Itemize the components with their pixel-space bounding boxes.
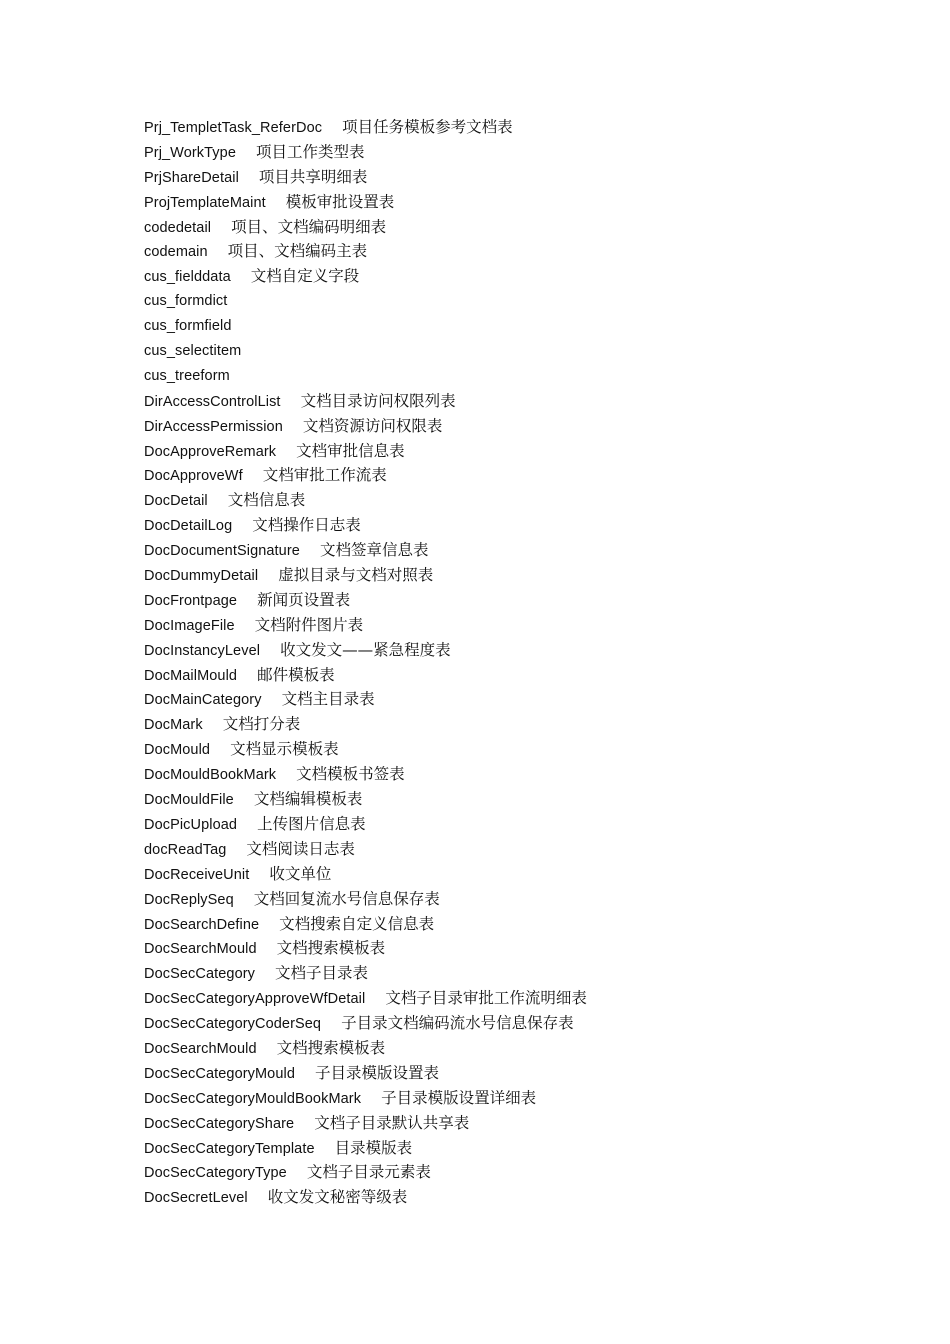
list-item <box>144 1036 904 1061</box>
table-name: cus_treeform <box>144 367 230 384</box>
list-item <box>144 762 904 787</box>
table-name: DocSecCategoryTemplate <box>144 1140 315 1157</box>
list-item <box>144 837 904 862</box>
list-item <box>144 663 904 688</box>
table-description: 文档子目录元素表 <box>306 1163 431 1182</box>
list-item <box>144 862 904 887</box>
list-item <box>144 1111 904 1136</box>
table-name: DocFrontpage <box>144 592 238 609</box>
table-name: DocDummyDetail <box>144 568 259 585</box>
list-item <box>144 289 904 314</box>
table-description: 子目录模版设置详细表 <box>381 1088 537 1107</box>
list-item <box>144 737 904 762</box>
list-item <box>144 1086 904 1111</box>
table-name: cus_formfield <box>144 318 232 335</box>
table-description: 项目、文档编码明细表 <box>231 217 387 236</box>
list-item <box>144 215 904 240</box>
table-description: 文档附件图片表 <box>254 615 364 634</box>
list-item <box>144 463 904 488</box>
list-item <box>144 389 904 414</box>
table-name: DocDetail <box>144 493 208 510</box>
table-name: DocMainCategory <box>144 692 262 709</box>
table-description: 收文单位 <box>269 864 332 883</box>
table-description: 文档子目录审批工作流明细表 <box>385 989 587 1008</box>
list-item <box>144 887 904 912</box>
list-item <box>144 439 904 464</box>
table-name: DocMould <box>144 742 211 759</box>
table-description: 项目任务模板参考文档表 <box>342 118 513 136</box>
table-name: DocPicUpload <box>144 816 238 833</box>
list-item <box>144 1185 904 1210</box>
table-name: DocSecCategoryMouldBookMark <box>144 1090 362 1107</box>
table-name: DocSecCategoryType <box>144 1165 287 1182</box>
table-name: DocMouldFile <box>144 792 234 809</box>
table-description: 文档操作日志表 <box>252 516 361 535</box>
table-description: 文档阅读日志表 <box>246 839 355 858</box>
table-name: PrjShareDetail <box>144 169 239 186</box>
list-item <box>144 264 904 289</box>
table-description: 子目录文档编码流水号信息保存表 <box>341 1014 574 1033</box>
table-description: 收文发文秘密等级表 <box>267 1188 408 1207</box>
table-description: 邮件模板表 <box>257 665 335 684</box>
table-description: 项目共享明细表 <box>258 167 368 186</box>
list-item <box>144 787 904 812</box>
table-name: DocDocumentSignature <box>144 543 300 560</box>
table-name: DocSecCategoryMould <box>144 1065 295 1082</box>
table-description: 文档签章信息表 <box>319 541 429 560</box>
table-description: 文档资源访问权限表 <box>302 416 443 435</box>
list-item <box>144 339 904 364</box>
table-name: docReadTag <box>144 841 227 858</box>
table-name: DocImageFile <box>144 617 235 634</box>
list-item <box>144 712 904 737</box>
table-description: 文档信息表 <box>227 491 306 510</box>
table-description: 文档搜索模板表 <box>276 939 386 958</box>
table-name: DocSearchMould <box>144 941 257 958</box>
list-item <box>144 140 904 165</box>
table-description: 文档搜索自定义信息表 <box>279 914 435 933</box>
table-name: DocSecCategoryCoderSeq <box>144 1016 322 1033</box>
table-name: codemain <box>144 244 208 261</box>
table-description: 文档模板书签表 <box>296 765 405 784</box>
list-item <box>144 1011 904 1036</box>
list-item <box>144 812 904 837</box>
table-name: DocMark <box>144 717 203 734</box>
list-item <box>144 1061 904 1086</box>
table-name: DocInstancyLevel <box>144 642 261 659</box>
table-name: DocSearchMould <box>144 1040 257 1057</box>
table-description-list <box>144 115 904 1210</box>
table-description: 目录模版表 <box>334 1138 413 1157</box>
table-name: DocSearchDefine <box>144 916 260 933</box>
list-item <box>144 513 904 538</box>
table-description: 文档主目录表 <box>281 690 375 709</box>
list-item <box>144 912 904 937</box>
table-description: 文档搜索模板表 <box>276 1038 386 1057</box>
table-name: Prj_TempletTask_ReferDoc <box>144 120 323 136</box>
table-name: DocSecretLevel <box>144 1190 248 1207</box>
list-item <box>144 115 904 140</box>
table-description: 文档审批工作流表 <box>262 466 387 485</box>
table-description: 模板审批设置表 <box>285 192 395 211</box>
table-name: DirAccessPermission <box>144 418 283 435</box>
list-item <box>144 961 904 986</box>
list-item <box>144 239 904 264</box>
table-description: 文档回复流水号信息保存表 <box>253 889 440 908</box>
table-description: 文档目录访问权限列表 <box>300 391 456 410</box>
list-item <box>144 488 904 513</box>
table-description: 文档子目录表 <box>275 964 369 983</box>
table-description: 上传图片信息表 <box>257 814 366 833</box>
table-name: DocMailMould <box>144 667 238 684</box>
list-item <box>144 563 904 588</box>
list-item <box>144 638 904 663</box>
table-description: 项目、文档编码主表 <box>227 242 368 261</box>
table-name: cus_formdict <box>144 293 228 310</box>
list-item <box>144 314 904 339</box>
table-name: DocSecCategoryShare <box>144 1115 295 1132</box>
list-item <box>144 165 904 190</box>
table-name: DocDetailLog <box>144 518 233 535</box>
table-name: DocSecCategoryApproveWfDetail <box>144 991 366 1008</box>
table-name: DocReceiveUnit <box>144 866 250 883</box>
table-name: codedetail <box>144 219 212 236</box>
table-description: 收文发文——紧急程度表 <box>280 640 451 659</box>
list-item <box>144 1136 904 1161</box>
table-description: 文档审批信息表 <box>296 441 405 460</box>
list-item <box>144 414 904 439</box>
list-item <box>144 538 904 563</box>
table-description: 项目工作类型表 <box>256 142 365 161</box>
table-name: DirAccessControlList <box>144 393 281 410</box>
table-name: cus_fielddata <box>144 269 231 286</box>
table-name: DocApproveRemark <box>144 443 277 460</box>
list-item <box>144 1160 904 1185</box>
table-description: 子目录模版设置表 <box>315 1063 440 1082</box>
table-description: 文档自定义字段 <box>250 267 360 286</box>
list-item <box>144 588 904 613</box>
list-item <box>144 364 904 389</box>
table-name: DocMouldBookMark <box>144 767 277 784</box>
table-name: DocReplySeq <box>144 891 234 908</box>
table-name: ProjTemplateMaint <box>144 194 266 211</box>
list-item <box>144 190 904 215</box>
table-description: 文档编辑模板表 <box>253 790 363 809</box>
list-item <box>144 687 904 712</box>
table-name: DocSecCategory <box>144 966 256 983</box>
table-description: 文档打分表 <box>222 715 301 734</box>
table-name: cus_selectitem <box>144 343 242 360</box>
table-description: 虚拟目录与文档对照表 <box>278 566 434 585</box>
table-name: Prj_WorkType <box>144 144 236 161</box>
list-item <box>144 986 904 1011</box>
table-name: DocApproveWf <box>144 468 243 485</box>
list-item <box>144 613 904 638</box>
table-description: 文档显示模板表 <box>230 740 339 759</box>
table-description: 新闻页设置表 <box>257 590 351 609</box>
table-description: 文档子目录默认共享表 <box>314 1113 470 1132</box>
list-item <box>144 936 904 961</box>
